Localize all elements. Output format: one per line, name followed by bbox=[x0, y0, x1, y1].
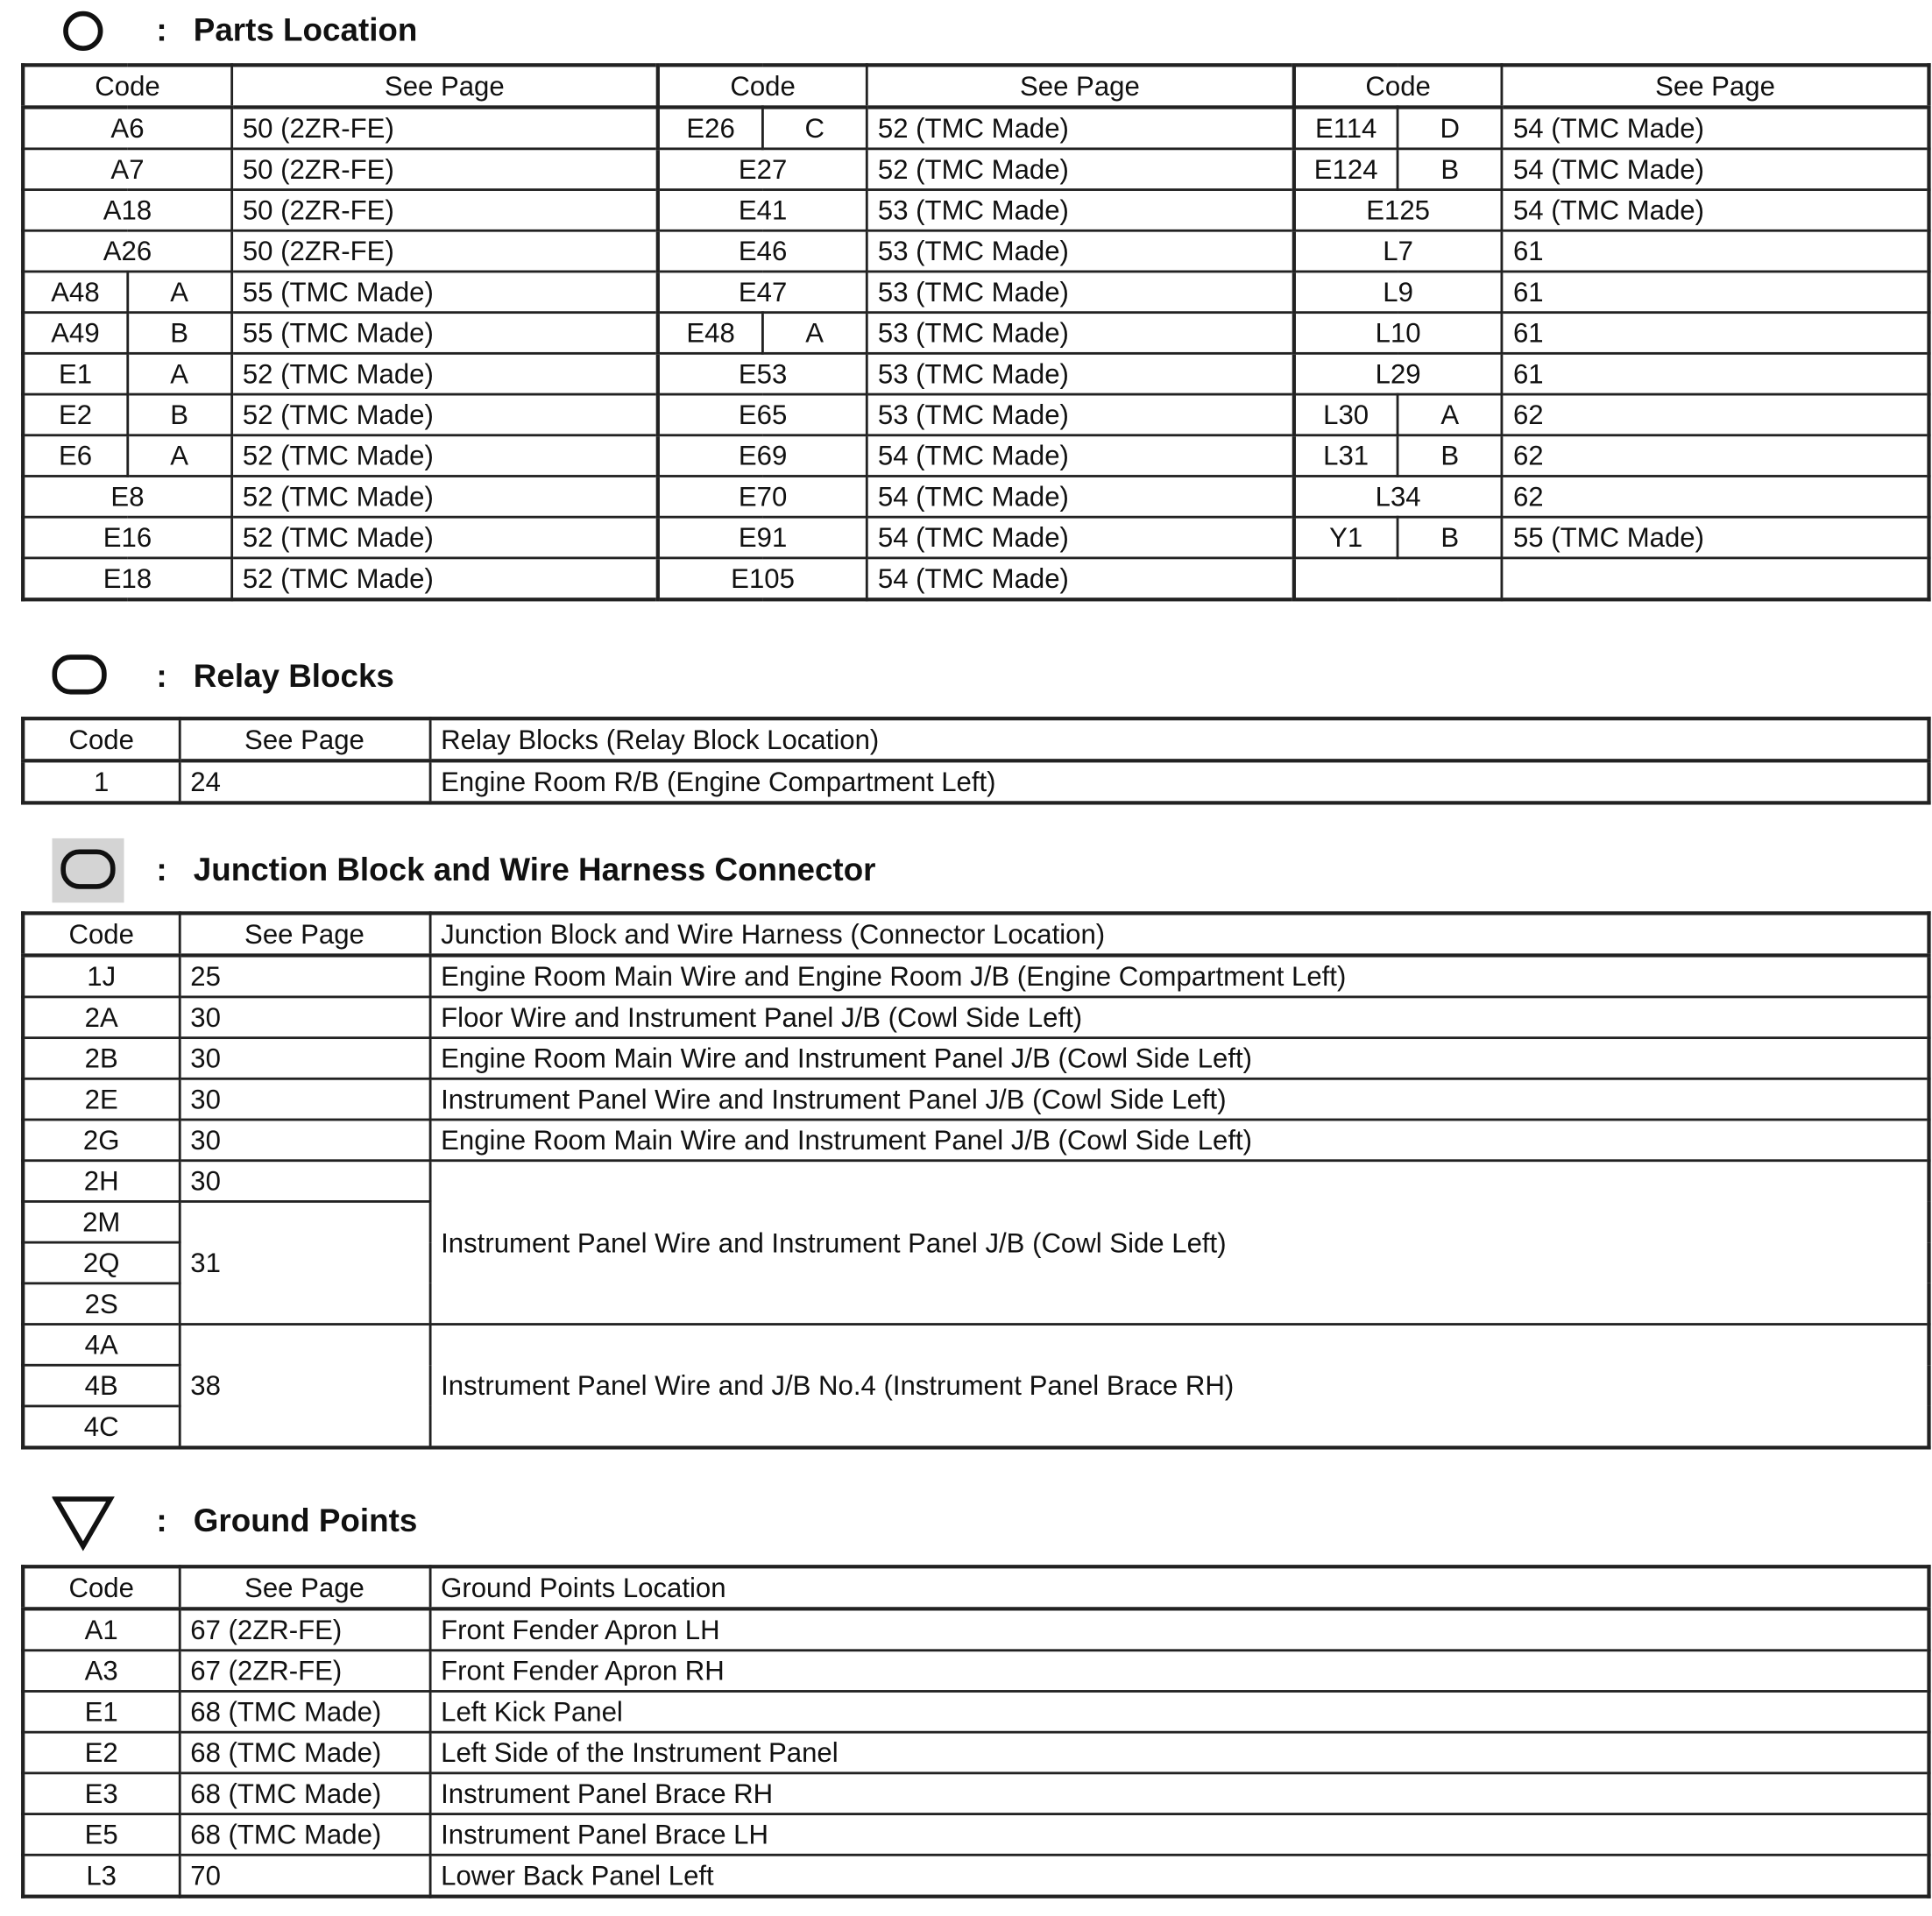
part-code: L31 bbox=[1293, 435, 1398, 477]
part-code: A7 bbox=[23, 149, 231, 190]
part-see-page: 53 (TMC Made) bbox=[867, 394, 1293, 435]
table-row: 1J 25 Engine Room Main Wire and Engine Room J/B (Engine Compartment Left) bbox=[23, 955, 1928, 996]
part-see-page: 62 bbox=[1502, 476, 1928, 517]
part-see-page: 52 (TMC Made) bbox=[231, 558, 658, 599]
table-row: 2Q bbox=[23, 1242, 1928, 1283]
part-connector-letter: B bbox=[127, 394, 231, 435]
part-see-page: 54 (TMC Made) bbox=[1502, 190, 1928, 231]
part-see-page: 54 (TMC Made) bbox=[867, 476, 1293, 517]
table-row bbox=[23, 517, 1928, 558]
ground-location: Left Side of the Instrument Panel bbox=[429, 1732, 1928, 1773]
part-see-page: 53 (TMC Made) bbox=[867, 272, 1293, 313]
ground-see-page: 67 (2ZR-FE) bbox=[180, 1608, 430, 1650]
ground-location: Front Fender Apron RH bbox=[429, 1651, 1928, 1692]
part-code: E114 bbox=[1293, 107, 1398, 148]
table-row bbox=[23, 1691, 1928, 1732]
part-code: E27 bbox=[658, 149, 867, 190]
table-header-row: Code See Page Junction Block and Wire Harness (Connector Location) bbox=[23, 913, 1928, 955]
ground-location: Front Fender Apron LH bbox=[429, 1608, 1928, 1650]
ground-code: E2 bbox=[23, 1732, 179, 1773]
part-code: E6 bbox=[23, 435, 127, 477]
junction-block-table bbox=[21, 911, 1931, 1449]
relay-blocks-table bbox=[21, 717, 1931, 804]
table-row: 2G 30 Engine Room Main Wire and Instrument Panel J/B (Cowl Side Left) bbox=[23, 1120, 1928, 1161]
part-code: E8 bbox=[23, 476, 231, 517]
part-code: E2 bbox=[23, 394, 127, 435]
part-see-page: 52 (TMC Made) bbox=[867, 107, 1293, 148]
part-connector-letter: B bbox=[1398, 435, 1502, 477]
part-see-page: 61 bbox=[1502, 353, 1928, 394]
part-code: E105 bbox=[658, 558, 867, 599]
relay-blocks-header: : Relay Blocks bbox=[0, 650, 1932, 700]
parts-location-header: : Parts Location bbox=[0, 5, 1932, 55]
junction-block-title: Junction Block and Wire Harness Connector bbox=[193, 850, 876, 888]
part-see-page: 54 (TMC Made) bbox=[1502, 107, 1928, 148]
table-row: 2E 30 Instrument Panel Wire and Instrument Panel J/B (Cowl Side Left) bbox=[23, 1078, 1928, 1120]
table-row bbox=[23, 1732, 1928, 1773]
table-row: 2A 30 Floor Wire and Instrument Panel J/B (Cowl Side Left) bbox=[23, 997, 1928, 1038]
part-see-page: 53 (TMC Made) bbox=[867, 313, 1293, 354]
part-code: E124 bbox=[1293, 149, 1398, 190]
part-code: E91 bbox=[658, 517, 867, 558]
part-see-page: 50 (2ZR-FE) bbox=[231, 230, 658, 272]
ground-code: A3 bbox=[23, 1651, 179, 1692]
ground-points-title: Ground Points bbox=[193, 1501, 418, 1539]
part-see-page bbox=[1502, 558, 1928, 599]
part-see-page: 62 bbox=[1502, 435, 1928, 477]
table-row bbox=[23, 353, 1928, 394]
table-row: 4A 38 Instrument Panel Wire and J/B No.4 (Instrument Panel Brace RH) bbox=[23, 1325, 1928, 1366]
part-code: L9 bbox=[1293, 272, 1502, 313]
shaded-rounded-rectangle-symbol-icon bbox=[52, 838, 126, 905]
part-code: L29 bbox=[1293, 353, 1502, 394]
part-code: E65 bbox=[658, 394, 867, 435]
table-row bbox=[23, 107, 1928, 148]
part-code: E16 bbox=[23, 517, 231, 558]
table-row: 2B 30 Engine Room Main Wire and Instrument Panel J/B (Cowl Side Left) bbox=[23, 1038, 1928, 1079]
part-code: E46 bbox=[658, 230, 867, 272]
part-connector-letter: A bbox=[127, 435, 231, 477]
part-see-page: 61 bbox=[1502, 272, 1928, 313]
table-row bbox=[23, 1814, 1928, 1856]
part-see-page: 52 (TMC Made) bbox=[231, 476, 658, 517]
table-row: 2S bbox=[23, 1283, 1928, 1325]
ground-see-page: 67 (2ZR-FE) bbox=[180, 1651, 430, 1692]
table-row bbox=[23, 313, 1928, 354]
table-row: 2M 31 bbox=[23, 1201, 1928, 1242]
part-see-page: 54 (TMC Made) bbox=[1502, 149, 1928, 190]
relay-blocks-title: Relay Blocks bbox=[193, 657, 394, 695]
ground-location: Left Kick Panel bbox=[429, 1691, 1928, 1732]
ground-code: E1 bbox=[23, 1691, 179, 1732]
part-see-page: 50 (2ZR-FE) bbox=[231, 190, 658, 231]
triangle-down-symbol-icon bbox=[52, 1494, 121, 1556]
part-code: A48 bbox=[23, 272, 127, 313]
table-row: 4C bbox=[23, 1406, 1928, 1447]
part-connector-letter: C bbox=[762, 107, 867, 148]
part-code: L34 bbox=[1293, 476, 1502, 517]
part-code: Y1 bbox=[1293, 517, 1398, 558]
part-code: L7 bbox=[1293, 230, 1502, 272]
part-code: E48 bbox=[658, 313, 762, 354]
part-see-page: 55 (TMC Made) bbox=[231, 272, 658, 313]
ground-see-page: 68 (TMC Made) bbox=[180, 1732, 430, 1773]
part-code: L10 bbox=[1293, 313, 1502, 354]
part-code bbox=[1293, 558, 1502, 599]
part-see-page: 61 bbox=[1502, 230, 1928, 272]
part-see-page: 61 bbox=[1502, 313, 1928, 354]
table-row bbox=[23, 476, 1928, 517]
part-see-page: 55 (TMC Made) bbox=[231, 313, 658, 354]
table-header-row: Code See Page Relay Blocks (Relay Block Location) bbox=[23, 718, 1928, 760]
ground-points-table bbox=[21, 1565, 1931, 1898]
table-row bbox=[23, 394, 1928, 435]
part-see-page: 55 (TMC Made) bbox=[1502, 517, 1928, 558]
part-code: A6 bbox=[23, 107, 231, 148]
table-row: 1 24 Engine Room R/B (Engine Compartment Left) bbox=[23, 760, 1928, 802]
part-see-page: 50 (2ZR-FE) bbox=[231, 107, 658, 148]
rounded-rectangle-symbol-icon bbox=[52, 650, 114, 700]
part-code: E69 bbox=[658, 435, 867, 477]
ground-see-page: 68 (TMC Made) bbox=[180, 1773, 430, 1814]
part-see-page: 54 (TMC Made) bbox=[867, 435, 1293, 477]
ground-points-header: : Ground Points bbox=[0, 1494, 1932, 1544]
ground-location: Lower Back Panel Left bbox=[429, 1855, 1928, 1896]
part-see-page: 53 (TMC Made) bbox=[867, 190, 1293, 231]
table-row bbox=[23, 272, 1928, 313]
ground-code: A1 bbox=[23, 1608, 179, 1650]
part-see-page: 54 (TMC Made) bbox=[867, 517, 1293, 558]
part-connector-letter: D bbox=[1398, 107, 1502, 148]
ground-location: Instrument Panel Brace LH bbox=[429, 1814, 1928, 1856]
part-connector-letter: B bbox=[1398, 517, 1502, 558]
table-header-row: Code See Page Ground Points Location bbox=[23, 1566, 1928, 1608]
part-see-page: 52 (TMC Made) bbox=[867, 149, 1293, 190]
part-code: E41 bbox=[658, 190, 867, 231]
table-row bbox=[23, 1855, 1928, 1896]
part-code: E47 bbox=[658, 272, 867, 313]
ground-see-page: 68 (TMC Made) bbox=[180, 1814, 430, 1856]
part-code: L30 bbox=[1293, 394, 1398, 435]
table-row bbox=[23, 1773, 1928, 1814]
part-see-page: 50 (2ZR-FE) bbox=[231, 149, 658, 190]
ground-location: Instrument Panel Brace RH bbox=[429, 1773, 1928, 1814]
part-connector-letter: A bbox=[762, 313, 867, 354]
table-row bbox=[23, 149, 1928, 190]
part-code: E1 bbox=[23, 353, 127, 394]
table-row bbox=[23, 558, 1928, 599]
table-row bbox=[23, 190, 1928, 231]
part-code: A18 bbox=[23, 190, 231, 231]
parts-location-title: Parts Location bbox=[193, 11, 418, 49]
table-row bbox=[23, 1651, 1928, 1692]
table-row bbox=[23, 435, 1928, 477]
part-connector-letter: B bbox=[127, 313, 231, 354]
circle-symbol-icon bbox=[52, 5, 114, 55]
table-header-row: Code See Page Code See Page Code See Page bbox=[23, 65, 1928, 107]
part-see-page: 52 (TMC Made) bbox=[231, 353, 658, 394]
part-connector-letter: A bbox=[1398, 394, 1502, 435]
part-see-page: 53 (TMC Made) bbox=[867, 353, 1293, 394]
junction-block-header: : Junction Block and Wire Harness Connector bbox=[0, 838, 1932, 888]
parts-location-table bbox=[21, 63, 1931, 601]
part-see-page: 54 (TMC Made) bbox=[867, 558, 1293, 599]
part-code: E125 bbox=[1293, 190, 1502, 231]
table-row: 2H 30 Instrument Panel Wire and Instrument Panel J/B (Cowl Side Left) bbox=[23, 1161, 1928, 1202]
ground-code: L3 bbox=[23, 1855, 179, 1896]
part-code: E18 bbox=[23, 558, 231, 599]
ground-code: E5 bbox=[23, 1814, 179, 1856]
part-see-page: 52 (TMC Made) bbox=[231, 517, 658, 558]
part-see-page: 52 (TMC Made) bbox=[231, 435, 658, 477]
part-connector-letter: A bbox=[127, 353, 231, 394]
part-code: E26 bbox=[658, 107, 762, 148]
part-code: E53 bbox=[658, 353, 867, 394]
ground-code: E3 bbox=[23, 1773, 179, 1814]
part-see-page: 62 bbox=[1502, 394, 1928, 435]
part-code: A26 bbox=[23, 230, 231, 272]
part-code: E70 bbox=[658, 476, 867, 517]
part-see-page: 53 (TMC Made) bbox=[867, 230, 1293, 272]
table-row bbox=[23, 230, 1928, 272]
ground-see-page: 70 bbox=[180, 1855, 430, 1896]
part-see-page: 52 (TMC Made) bbox=[231, 394, 658, 435]
part-connector-letter: A bbox=[127, 272, 231, 313]
part-code: A49 bbox=[23, 313, 127, 354]
ground-see-page: 68 (TMC Made) bbox=[180, 1691, 430, 1732]
part-connector-letter: B bbox=[1398, 149, 1502, 190]
table-row: 4B bbox=[23, 1365, 1928, 1406]
table-row bbox=[23, 1608, 1928, 1650]
